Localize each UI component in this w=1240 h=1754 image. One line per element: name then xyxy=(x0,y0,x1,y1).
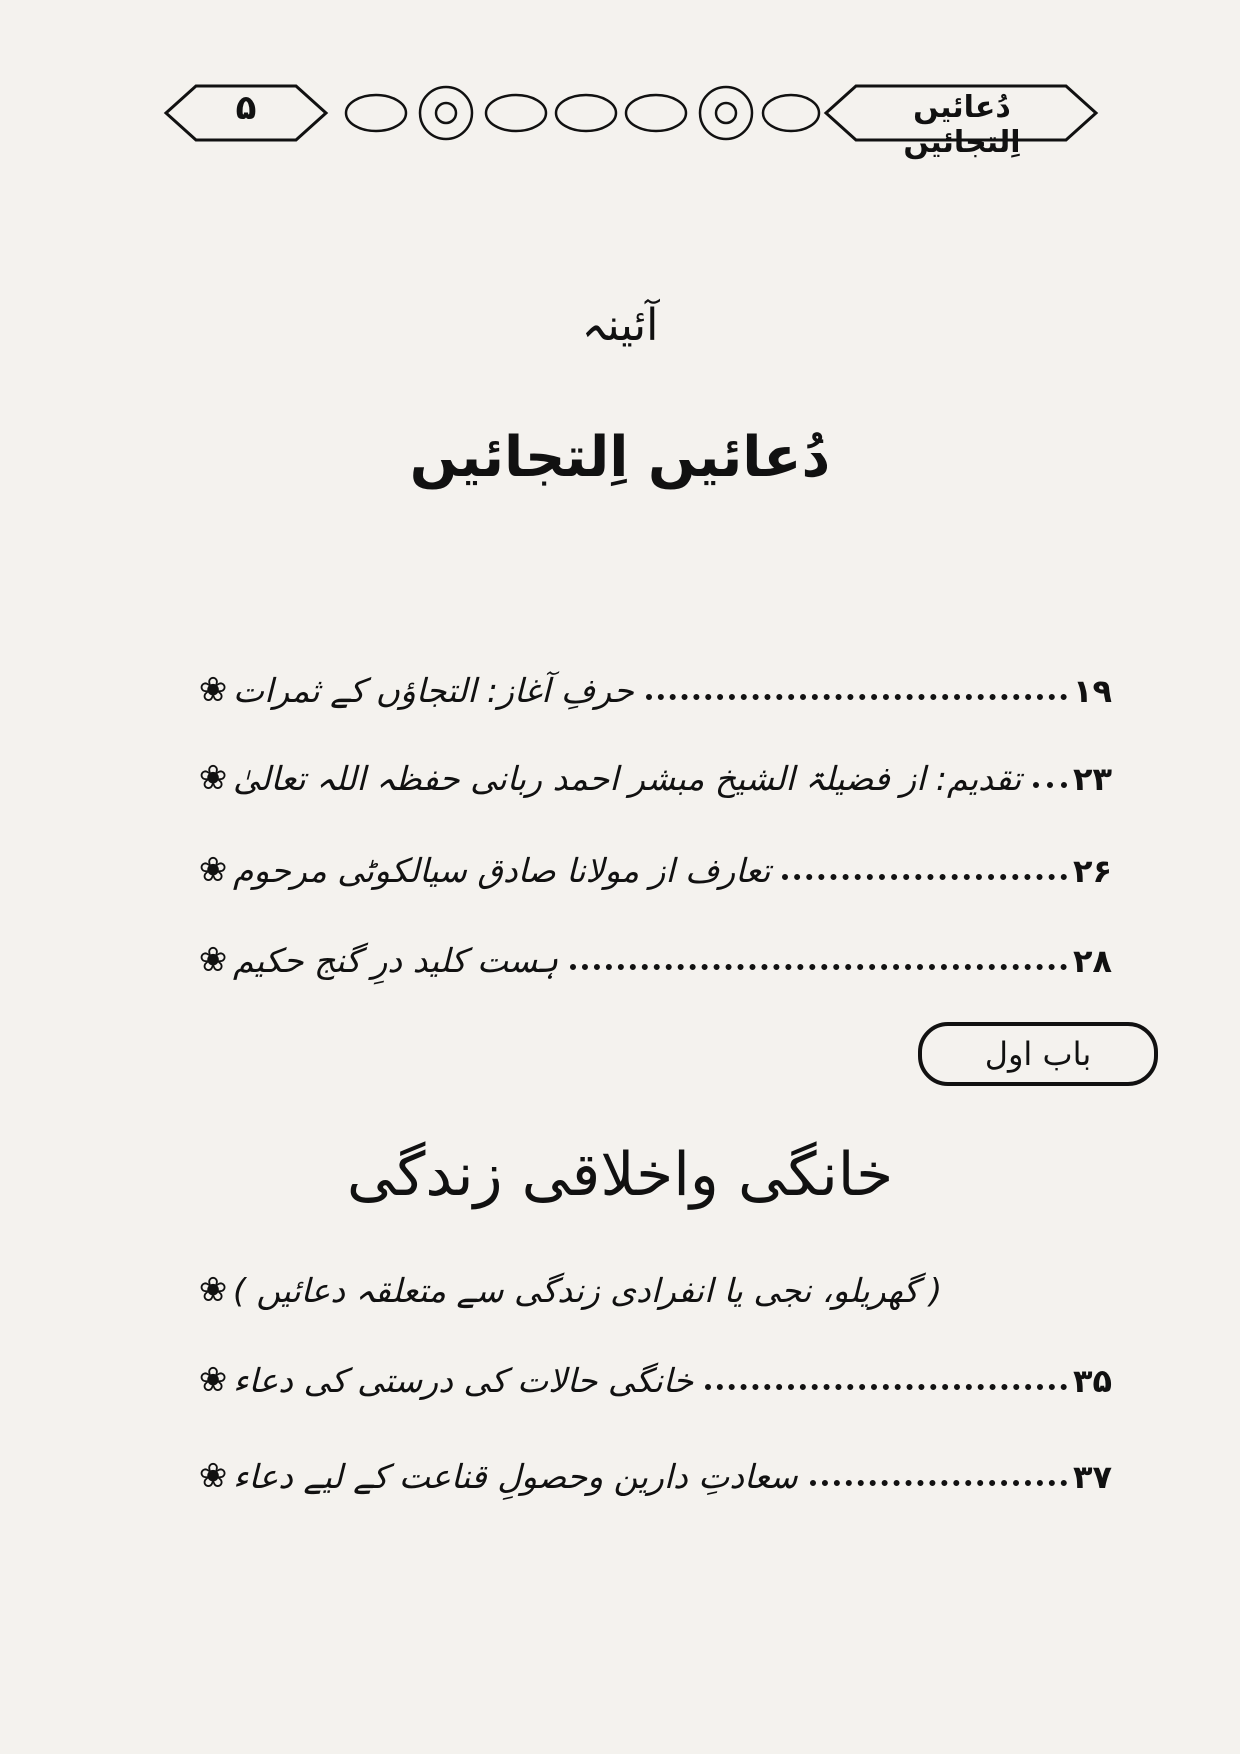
toc-entry[interactable] xyxy=(175,1340,1135,1400)
page-number: ۵ xyxy=(235,88,257,128)
toc-entry[interactable] xyxy=(175,830,1135,890)
toc-entry[interactable] xyxy=(175,650,1135,710)
entry-title: تعارف از مولانا صادق سیالکوٹی مرحوم xyxy=(233,851,771,890)
entry-page: ۲۸ xyxy=(1073,942,1113,980)
flower-icon: ❀ xyxy=(198,670,228,710)
flower-icon: ❀ xyxy=(198,850,228,890)
book-title: دُعائیں اِلتجائیں xyxy=(409,425,831,490)
flower-icon: ❀ xyxy=(198,1270,228,1310)
dot-leader xyxy=(705,1384,1067,1390)
section-title: خانگی واخلاقی زندگی xyxy=(346,1140,894,1210)
flower-icon: ❀ xyxy=(198,940,228,980)
flower-icon: ❀ xyxy=(198,1360,228,1400)
entry-page: ۱۹ xyxy=(1073,672,1113,710)
entry-title: خانگی حالات کی درستی کی دعاء xyxy=(233,1361,694,1400)
dot-leader xyxy=(810,1480,1067,1486)
contents-heading: آئینہ xyxy=(581,300,659,351)
entry-title: ہست کلید درِ گنج حکیم xyxy=(233,941,559,980)
entry-title: تقدیم: از فضیلۃ الشیخ مبشر احمد ربانی حفظہ اللہ تعالیٰ xyxy=(233,759,1022,798)
entry-page: ۲۳ xyxy=(1073,760,1113,798)
entry-title: ( گھریلو، نجی یا انفرادی زندگی سے متعلقہ دعائیں ) xyxy=(233,1271,943,1310)
dot-leader xyxy=(646,694,1067,700)
toc-entry[interactable] xyxy=(175,738,1135,798)
toc-entry[interactable] xyxy=(175,920,1135,980)
entry-page: ۲۶ xyxy=(1073,852,1113,890)
entry-page: ۳۵ xyxy=(1073,1362,1113,1400)
dot-leader xyxy=(1033,782,1067,788)
toc-entry[interactable] xyxy=(175,1436,1135,1496)
chapter-label: باب اول xyxy=(918,1022,1158,1086)
flower-icon: ❀ xyxy=(198,758,228,798)
entry-page: ۳۷ xyxy=(1073,1458,1113,1496)
toc-subtitle xyxy=(175,1250,1135,1310)
flower-icon: ❀ xyxy=(198,1456,228,1496)
entry-title: حرفِ آغاز: التجاؤں کے ثمرات xyxy=(233,671,634,710)
page-header-ornament xyxy=(146,82,1112,160)
entry-title: سعادتِ دارین وحصولِ قناعت کے لیے دعاء xyxy=(233,1457,798,1496)
dot-leader xyxy=(782,874,1067,880)
running-title: دُعائیں اِلتجائیں xyxy=(903,90,1021,160)
dot-leader xyxy=(570,964,1067,970)
